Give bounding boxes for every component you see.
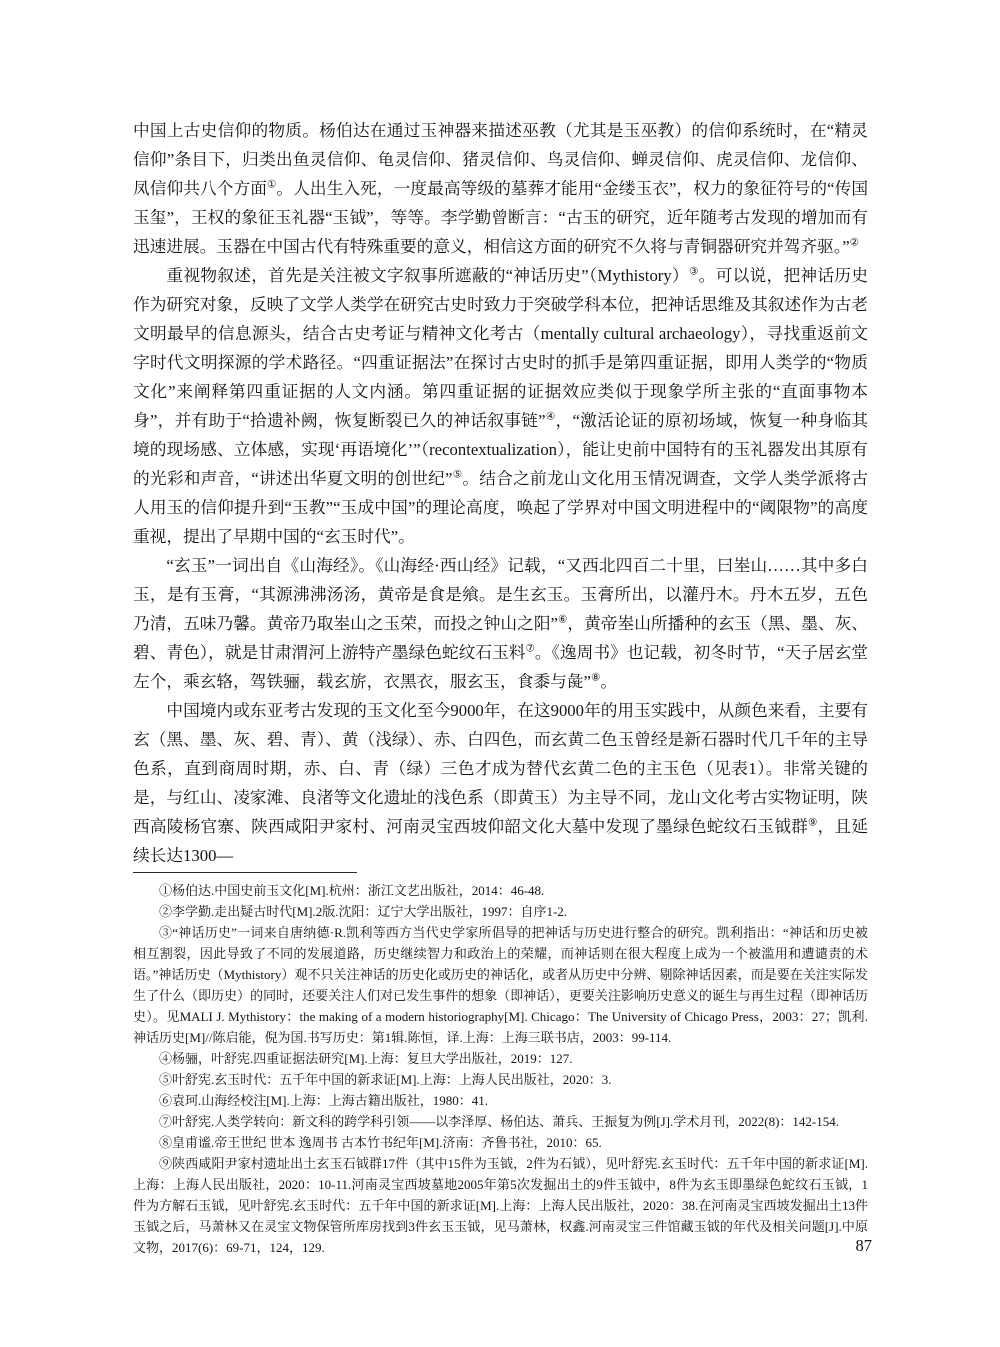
body-text [133,116,868,870]
footnote-item [133,1090,868,1111]
footnote-ref: ③ [688,266,699,278]
footnote-ref: ⑨ [807,817,818,829]
footnote-marker: ⑧ [159,1135,173,1150]
footnote-text: 李学勤.走出疑古时代[M].2版.沈阳：辽宁大学出版社，1997：自序1-2. [172,904,568,919]
text-run: 。人出生入死，一度最高等级的墓葬才能用“金缕玉衣”，权力的象征符号的“传国玉玺”，王权的象征玉礼器“玉钺”，等等。李学勤曾断言：“古玉的研究，近年随考古发现的增加而有迅速进展。玉器在中国古代有特殊重要的意义，相信这方面的研究不久将与青铜器研究并驾齐驱。” [133,179,869,256]
footnote-ref: ② [849,237,860,249]
footnote-ref: ⑧ [590,672,601,684]
paragraph [133,551,868,696]
footnote-item [133,1111,868,1132]
footnote-item [133,901,868,922]
footnote-ref: ④ [545,411,556,423]
footnote-marker: ⑤ [159,1072,173,1087]
footnote-text: 陕西咸阳尹家村遗址出土玄玉石钺群17件（其中15件为玉钺，2件为石钺），见叶舒宪.玄玉时代：五千年中国的新求证[M].上海：上海人民出版社，2020：10-11.河南灵宝西坡墓地2005年第5次发掘出土的9件玉钺中，8件为玄玉即墨绿色蛇纹石玉钺，1件为方解石玉钺，见叶舒宪.玄玉时代：五千年中国的新求证[M].上海：上海人民出版社，2020：38.在河南灵宝西坡发掘出土13件玉钺之后，马萧林又在灵宝文物保管所库房找到3件玄玉玉钺，见马萧林，权鑫.河南灵宝三件馆藏玉钺的年代及相关问题[J].中原文物，2017(6)：69-71，124，129. [133,1156,868,1255]
footnote-text: 叶舒宪.玄玉时代：五千年中国的新求证[M].上海：上海人民出版社，2020：3. [172,1072,612,1087]
footnote-marker: ⑥ [159,1093,173,1108]
footnote-ref: ⑦ [525,643,535,655]
footnote-item [133,1153,868,1258]
text-run: 。 [600,672,618,691]
page-content [133,116,868,1258]
page-number: 87 [855,1236,872,1255]
text-run: 中国境内或东亚考古发现的玉文化至今9000年，在这9000年的用玉实践中，从颜色来看，主要有玄（黑、墨、灰、碧、青）、黄（浅绿）、赤、白四色，而玄黄二色玉曾经是新石器时代几千年的主导色系，直到商周时期，赤、白、青（绿）三色才成为替代玄黄二色的主玉色（见表1）。非常关键的是，与红山、凌家滩、良渚等文化遗址的浅色系（即黄玉）为主导不同，龙山文化考古实物证明，陕西高陵杨官寨、陕西咸阳尹家村、河南灵宝西坡仰韶文化大墓中发现了墨绿色蛇纹石玉钺群 [133,701,868,836]
footnote-item [133,922,868,1048]
footnote-item [133,1132,868,1153]
footnote-item [133,1069,868,1090]
text-run: ，黄帝峚山所播种的玄玉（黑、墨、灰、碧、青色），就是甘肃渭河上游特产墨绿色蛇纹石玉料 [133,614,869,662]
paragraph [133,696,868,870]
footnote-marker: ③ [159,925,173,940]
footnote-marker: ② [159,904,173,919]
footnote-text: 杨伯达.中国史前玉文化[M].杭州：浙江文艺出版社，2014：46-48. [172,883,545,898]
footnote-marker: ④ [159,1051,173,1066]
footnote-text: 皇甫谧.帝王世纪 世本 逸周书 古本竹书纪年[M].济南：齐鲁书社，2010：65. [172,1135,602,1150]
text-run: 重视物叙述，首先是关注被文字叙事所遮蔽的“神话历史”（Mythistory） [166,266,689,285]
footnote-text: 杨骊，叶舒宪.四重证据法研究[M].上海：复旦大学出版社，2019：127. [172,1051,573,1066]
footnote-text: “神话历史”一词来自唐纳德·R.凯利等西方当代史学家所倡导的把神话与历史进行整合的研究。凯利指出：“神话和历史被相互割裂，因此导致了不同的发展道路，历史继续智力和政治上的荣耀，而神话则在很大程度上成为一个被滥用和遭谴责的术语。”神话历史（Mythistory）观不只关注神话的历史化或历史的神话化，或者从历史中分辨、剔除神话因素，而是要在关注实际发生了什么（即历史）的同时，还要关注人们对已发生事件的想象（即神话），更要关注影响历史意义的诞生与再生过程（即神话历史）。见MALI J. Mythistory：the making of a modern historiography[M]. Chicago：The University of Chicago Press，2003：27；凯利.神话历史[M]//陈启能，倪为国.书写历史：第1辑.陈恒，译.上海：上海三联书店，2003：99-114. [133,925,868,1045]
footnote-ref: ⑥ [557,614,568,626]
footnote-text: 叶舒宪.人类学转向：新文科的跨学科引领——以李泽厚、杨伯达、萧兵、王振复为例[J].学术月刊，2022(8)：142-154. [172,1114,839,1129]
text-run: 。《逸周书》也记载，初冬时节，“天子居玄堂左个，乘玄辂，驾铁骊，载玄旂，衣黑衣，服玄玉，食黍与彘” [133,643,868,691]
footnote-item [133,880,868,901]
text-run: ，“激活论证的原初场域，恢复一种身临其境的现场感、立体感，实现‘再语境化’”（recontextualization），能让史前中国特有的玉礼器发出其原有的光彩和声音，“讲述出华夏文明的创世纪” [133,411,869,488]
footnote-text: 袁珂.山海经校注[M].上海：上海古籍出版社，1980：41. [172,1093,488,1108]
footnotes-list [133,880,868,1258]
text-run: “玄玉”一词出自《山海经》。《山海经·西山经》记载，“又西北四百二十里，曰峚山……其中多白玉，是有玉膏，“其源沸沸汤汤，黄帝是食是飨。是生玄玉。玉膏所出，以灌丹木。丹木五岁，五色乃清，五味乃馨。黄帝乃取峚山之玉荣，而投之钟山之阳” [133,556,868,633]
footnote-marker: ⑨ [159,1156,173,1171]
text-run: ，且延续长达1300— [133,817,868,865]
footnote-item [133,1048,868,1069]
text-run: 。结合之前龙山文化用玉情况调查，文学人类学派将古人用玉的信仰提升到“玉教”“玉成中国”的理论高度，唤起了学界对中国文明进程中的“阈限物”的高度重视，提出了早期中国的“玄玉时代”。 [133,469,869,546]
paragraph [133,261,868,551]
footnote-ref: ① [266,179,277,191]
text-run: 中国上古史信仰的物质。杨伯达在通过玉神器来描述巫教（尤其是玉巫教）的信仰系统时，在“精灵信仰”条目下，归类出鱼灵信仰、龟灵信仰、猪灵信仰、鸟灵信仰、蝉灵信仰、虎灵信仰、龙信仰、凤信仰共八个方面 [133,121,868,198]
footnote-marker: ① [159,883,173,898]
footnote-ref: ⑤ [452,469,463,481]
text-run: 。可以说，把神话历史作为研究对象，反映了文学人类学在研究古史时致力于突破学科本位，把神话思维及其叙述作为古老文明最早的信息源头，结合古史考证与精神文化考古（mentally cultural archaeology），寻找重返前文字时代文明探源的学术路径。“四重证据法”在探讨古史时的抓手是第四重证据，即用人类学的“物质文化”来阐释第四重证据的人文内涵。第四重证据的证据效应类似于现象学所主张的“直面事物本身”，并有助于“拾遗补阙，恢复断裂已久的神话叙事链” [133,266,869,430]
footnote-separator [133,872,357,873]
paragraph [133,116,868,261]
footnote-marker: ⑦ [159,1114,173,1129]
